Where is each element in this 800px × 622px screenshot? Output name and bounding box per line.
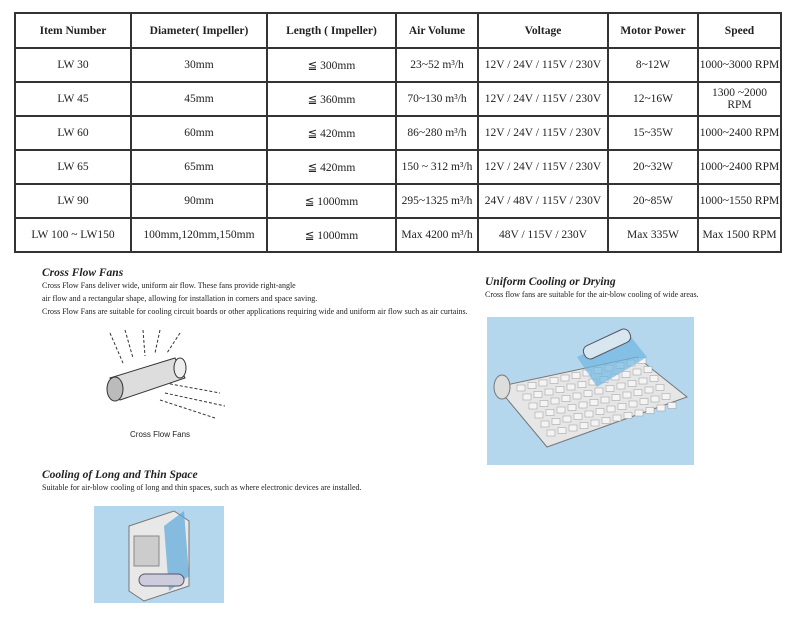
long-thin-cooling-illustration	[94, 506, 224, 603]
table-row	[15, 150, 781, 184]
keyboard-key	[578, 382, 586, 388]
cross-flow-section	[42, 267, 468, 318]
table-cell: 90mm	[131, 184, 267, 218]
section-title: Cooling of Long and Thin Space	[42, 469, 198, 481]
table-row	[15, 116, 781, 150]
table-cell: ≦ 1000mm	[267, 218, 396, 252]
keyboard-key	[668, 403, 676, 409]
table-cell: 65mm	[131, 150, 267, 184]
table-cell: 23~52 m³/h	[396, 48, 478, 82]
keyboard-key	[547, 430, 555, 436]
keyboard-key	[556, 387, 564, 393]
header-cell: Diameter( Impeller)	[131, 13, 267, 48]
table-cell: LW 30	[15, 48, 131, 82]
paragraph-line: Cross Flow Fans are suitable for cooling circuit boards or other applications requiring wide and uniform air flow such as air curtains.	[42, 307, 468, 316]
table-cell: 70~130 m³/h	[396, 82, 478, 116]
table-cell: ≦ 1000mm	[267, 184, 396, 218]
keyboard-key	[591, 420, 599, 426]
keyboard-key	[539, 380, 547, 386]
diagram-caption: Cross Flow Fans	[130, 430, 191, 439]
header-cell: Speed	[698, 13, 781, 48]
table-cell: 12V / 24V / 115V / 230V	[478, 150, 608, 184]
table-cell: LW 90	[15, 184, 131, 218]
keyboard-key	[633, 369, 641, 375]
keyboard-key	[623, 392, 631, 398]
keyboard-key	[644, 367, 652, 373]
header-cell: Item Number	[15, 13, 131, 48]
keyboard-key	[546, 410, 554, 416]
keyboard-key	[517, 385, 525, 391]
keyboard-key	[596, 409, 604, 415]
keyboard-key	[645, 387, 653, 393]
keyboard-key	[607, 406, 615, 412]
section-title: Cross Flow Fans	[42, 267, 124, 279]
keyboard-key	[568, 405, 576, 411]
table-cell: Max 4200 m³/h	[396, 218, 478, 252]
table-row	[15, 218, 781, 252]
keyboard-key	[646, 408, 654, 414]
table-cell: 12V / 24V / 115V / 230V	[478, 82, 608, 116]
keyboard-key	[563, 416, 571, 422]
keyboard-key	[562, 396, 570, 402]
table-cell: 45mm	[131, 82, 267, 116]
keyboard-key	[528, 383, 536, 389]
table-cell: 24V / 48V / 115V / 230V	[478, 184, 608, 218]
table-row	[15, 48, 781, 82]
paragraph-line: Cross Flow Fans deliver wide, uniform air flow. These fans provide right-angle	[42, 281, 296, 290]
keyboard-key	[572, 373, 580, 379]
table-cell: 8~12W	[608, 48, 698, 82]
table-cell: 1000~3000 RPM	[698, 48, 781, 82]
table-cell: 60mm	[131, 116, 267, 150]
table-row	[15, 184, 781, 218]
keyboard-key	[612, 395, 620, 401]
keyboard-key	[580, 423, 588, 429]
table-row	[15, 82, 781, 116]
table-cell: ≦ 360mm	[267, 82, 396, 116]
keyboard-key	[569, 425, 577, 431]
keyboard-key	[590, 400, 598, 406]
keyboard-key	[552, 419, 560, 425]
keyboard-key	[545, 389, 553, 395]
table-cell: 20~32W	[608, 150, 698, 184]
table-cell: ≦ 300mm	[267, 48, 396, 82]
section-text: Suitable for air-blow cooling of long and thin spaces, such as where electronic devices are installed.	[42, 483, 362, 492]
keyboard-key	[523, 394, 531, 400]
keyboard-key	[558, 428, 566, 434]
keyboard-key	[651, 396, 659, 402]
section-text: Cross flow fans are suitable for the air-blow cooling of wide areas.	[485, 290, 699, 299]
table-cell: 12~16W	[608, 82, 698, 116]
keyboard-key	[561, 375, 569, 381]
keyboard-key	[550, 378, 558, 384]
table-cell: 86~280 m³/h	[396, 116, 478, 150]
table-cell: 1000~2400 RPM	[698, 116, 781, 150]
paragraph-line: air flow and a rectangular shape, allowing for installation in corners and space saving.	[42, 294, 318, 303]
keyboard-key	[573, 393, 581, 399]
table-cell: 15~35W	[608, 116, 698, 150]
keyboard-key	[541, 421, 549, 427]
table-cell: 295~1325 m³/h	[396, 184, 478, 218]
keyboard-key	[534, 392, 542, 398]
table-cell: LW 45	[15, 82, 131, 116]
table-cell: 1300 ~2000 RPM	[698, 82, 781, 116]
table-cell: 1000~2400 RPM	[698, 150, 781, 184]
keyboard-key	[657, 405, 665, 411]
keyboard-key	[574, 414, 582, 420]
uniform-cooling-section	[485, 276, 699, 301]
keyboard-key	[540, 401, 548, 407]
table-cell: ≦ 420mm	[267, 150, 396, 184]
keyboard-key	[557, 407, 565, 413]
conveyor-cooling-illustration	[487, 317, 694, 465]
keyboard-key	[617, 383, 625, 389]
spec-table	[14, 12, 782, 253]
table-cell: 1000~1550 RPM	[698, 184, 781, 218]
keyboard-key	[585, 411, 593, 417]
keyboard-key	[650, 376, 658, 382]
section-title: Uniform Cooling or Drying	[485, 276, 616, 288]
keyboard-key	[579, 402, 587, 408]
keyboard-key	[624, 413, 632, 419]
long-thin-section	[42, 469, 362, 494]
keyboard-key	[618, 404, 626, 410]
keyboard-key	[639, 378, 647, 384]
keyboard-key	[634, 390, 642, 396]
keyboard-key	[584, 391, 592, 397]
table-cell: LW 65	[15, 150, 131, 184]
keyboard-key	[606, 386, 614, 392]
table-cell: 12V / 24V / 115V / 230V	[478, 116, 608, 150]
keyboard-key	[567, 384, 575, 390]
header-cell: Length ( Impeller)	[267, 13, 396, 48]
table-cell: LW 60	[15, 116, 131, 150]
header-cell: Voltage	[478, 13, 608, 48]
keyboard-key	[601, 397, 609, 403]
table-cell: Max 335W	[608, 218, 698, 252]
table-cell: 150 ~ 312 m³/h	[396, 150, 478, 184]
keyboard-key	[551, 398, 559, 404]
keyboard-key	[613, 415, 621, 421]
keyboard-key	[602, 418, 610, 424]
table-cell: ≦ 420mm	[267, 116, 396, 150]
table-cell: 48V / 115V / 230V	[478, 218, 608, 252]
keyboard-key	[595, 388, 603, 394]
keyboard-key	[656, 385, 664, 391]
keyboard-key	[622, 372, 630, 378]
keyboard-key	[535, 412, 543, 418]
table-cell: 100mm,120mm,150mm	[131, 218, 267, 252]
header-cell: Air Volume	[396, 13, 478, 48]
keyboard-key	[662, 394, 670, 400]
keyboard-key	[529, 403, 537, 409]
table-cell: 30mm	[131, 48, 267, 82]
keyboard-key	[635, 410, 643, 416]
keyboard-key	[628, 381, 636, 387]
table-cell: Max 1500 RPM	[698, 218, 781, 252]
keyboard-key	[629, 401, 637, 407]
keyboard-key	[640, 399, 648, 405]
cross-flow-fan-diagram	[95, 328, 235, 428]
table-cell: 20~85W	[608, 184, 698, 218]
table-cell: 12V / 24V / 115V / 230V	[478, 48, 608, 82]
table-cell: LW 100 ~ LW150	[15, 218, 131, 252]
header-cell: Motor Power	[608, 13, 698, 48]
